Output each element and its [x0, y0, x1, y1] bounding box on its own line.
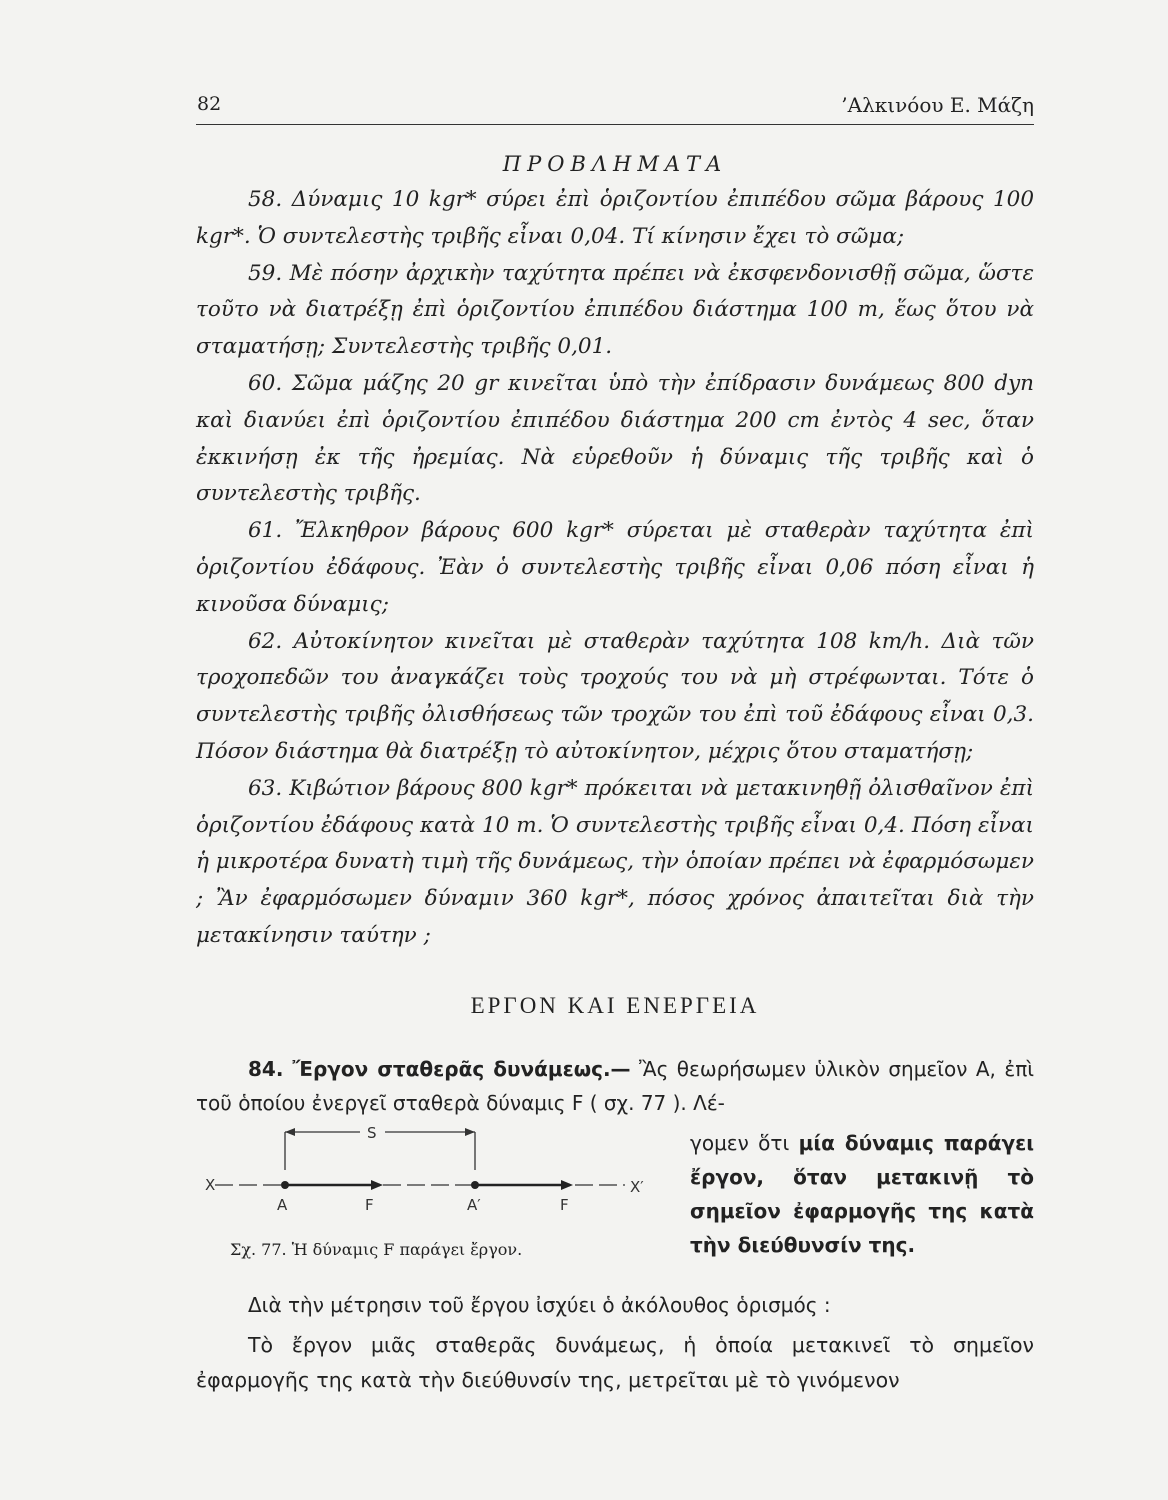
x-prime-label: X′ — [630, 1178, 644, 1196]
definition-statement — [690, 1126, 1034, 1262]
s-label: S — [367, 1124, 377, 1142]
definition-statement-plain: γομεν ὅτι — [690, 1131, 799, 1155]
problem-63: 63. Κιβώτιον βάρους 800 kgr* πρόκειται νὰ μετακινηθῇ ὀλισθαῖνον ἐπὶ ὁριζοντίου ἐδάφους κατὰ 10 m. Ὁ συντελεστὴς τριβῆς εἶναι 0,4. Πόση εἶναι ἡ μικροτέρα δυνατὴ τιμὴ τῆς δυνάμεως, τὴν ὁποίαν πρέπει νὰ ἐφαρμόσωμεν ; Ἂν ἐφαρμόσωμεν δύναμιν 360 kgr*, πόσος χρόνος ἀπαιτεῖται διὰ τὴν μετακίνησιν ταύτην ; — [196, 775, 1034, 948]
paragraph-84 — [196, 1052, 1034, 1120]
s-arrow-left — [285, 1128, 295, 1136]
force-arrowhead-1 — [371, 1180, 383, 1190]
section-title: ΕΡΓΟΝ ΚΑΙ ΕΝΕΡΓΕΙΑ — [470, 993, 760, 1018]
problem-58: 58. Δύναμις 10 kgr* σύρει ἐπὶ ὁριζοντίου ἐπιπέδου σῶμα βάρους 100 kgr*. Ὁ συντελεστὴς τριβῆς εἶναι 0,04. Τί κίνησιν ἔχει τὸ σῶμα; — [196, 187, 1034, 249]
force-arrowhead-2 — [561, 1180, 573, 1190]
problem-62: 62. Αὐτοκίνητον κινεῖται μὲ σταθερὰν ταχύτητα 108 km/h. Διὰ τῶν τροχοπεδῶν του ἀναγκάζει τοὺς τροχούς του νὰ μὴ στρέφωνται. Τότε ὁ συντελεστὴς τριβῆς ὀλισθήσεως τῶν τροχῶν του ἐπὶ τοῦ ἐδάφους εἶναι 0,3. Πόσον διάστημα θὰ διατρέξῃ τὸ αὐτοκίνητον, μέχρις ὅτου σταματήσῃ; — [196, 628, 1034, 764]
f1-label: F — [365, 1196, 374, 1214]
f2-label: F — [560, 1196, 569, 1214]
paragraph-84-text: Ἂς θεωρήσωμεν ὑλικὸν σημεῖον Α, ἐπὶ τοῦ ὁποίου ἐνεργεῖ σταθερὰ δύναμις F ( σχ. 77 ). Λέ- — [196, 1057, 1034, 1115]
x-label: X — [205, 1176, 216, 1194]
figure-caption: Σχ. 77. Ἡ δύναμις F παράγει ἔργον. — [230, 1240, 523, 1259]
work-definition: Τὸ ἔργον μιᾶς σταθερᾶς δυνάμεως, ἡ ὁποία μετακινεῖ τὸ σημεῖον ἐφαρμογῆς της κατὰ τὴν διεύθυνσίν της, μετρεῖται μὲ τὸ γινόμενον — [196, 1333, 1034, 1392]
page-number: 82 — [197, 93, 222, 115]
problem-61: 61. Ἔλκηθρον βάρους 600 kgr* σύρεται μὲ σταθερὰν ταχύτητα ἐπὶ ὁριζοντίου ἐδάφους. Ἐὰν ὁ συντελεστὴς τριβῆς εἶναι 0,06 πόση εἶναι ἡ κινοῦσα δύναμις; — [196, 518, 1034, 617]
problem-60: 60. Σῶμα μάζης 20 gr κινεῖται ὑπὸ τὴν ἐπίδρασιν δυνάμεως 800 dyn καὶ διανύει ἐπὶ ὁριζοντίου ἐπιπέδου διάστημα 200 cm ἐντὸς 4 sec, ὅταν ἐκκινήσῃ ἐκ τῆς ἠρεμίας. Νὰ εὑρεθοῦν ἡ δύναμις τῆς τριβῆς καὶ ὁ συντελεστὴς τριβῆς. — [196, 370, 1034, 507]
force-diagram — [205, 1120, 660, 1240]
definition-statement-bold: μία δύναμις παράγει ἔργον, ὅταν μετακινῇ τὸ σημεῖον ἐφαρμογῆς της κατὰ τὴν διεύθυνσίν της. — [690, 1131, 1034, 1257]
running-head: ’Αλκινόου Ε. Μάζη — [841, 93, 1034, 117]
a-label: A — [277, 1196, 288, 1214]
problems-list — [196, 182, 1034, 955]
problem-59: 59. Μὲ πόσην ἀρχικὴν ταχύτητα πρέπει νὰ ἐκσφενδονισθῇ σῶμα, ὥστε τοῦτο νὰ διατρέξῃ ἐπὶ ὁριζοντίου ἐπιπέδου διάστημα 100 m, ἕως ὅτου νὰ σταματήσῃ; Συντελεστὴς τριβῆς 0,01. — [196, 260, 1034, 360]
paragraph-84-title: 84. Ἔργον σταθερᾶς δυνάμεως.— — [248, 1057, 631, 1081]
s-arrow-right — [465, 1128, 475, 1136]
measurement-intro: Διὰ τὴν μέτρησιν τοῦ ἔργου ἰσχύει ὁ ἀκόλουθος ὁρισμός : — [248, 1293, 831, 1317]
a-prime-label: A′ — [467, 1196, 481, 1214]
header-rule — [196, 124, 1034, 125]
problems-title: ΠΡΟΒΛΗΜΑΤΑ — [502, 152, 728, 176]
